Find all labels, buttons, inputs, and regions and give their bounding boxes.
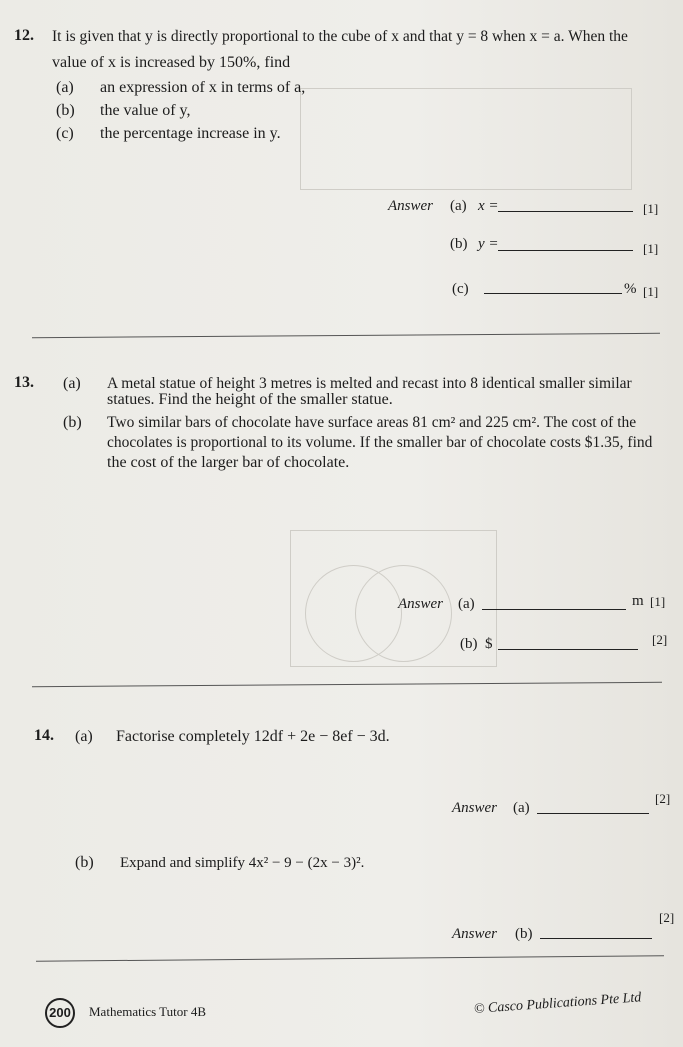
q14-part-a-text: Factorise completely 12df + 2e − 8ef − 3d. (116, 728, 390, 745)
q13-part-a-label: (a) (63, 375, 81, 392)
q13-number: 13. (14, 374, 34, 391)
q14-answer-a-marks: [2] (655, 791, 671, 806)
q14-answer-b-field[interactable] (540, 938, 652, 939)
q14-answer-b-label: (b) (515, 926, 533, 942)
q12-part-c-text: the percentage increase in y. (100, 125, 281, 142)
q13-part-b-line2: chocolates is proportional to its volume. If the smaller bar of chocolate costs $1.35, find (107, 434, 653, 451)
q13-part-b-line3: the cost of the larger bar of chocolate. (107, 454, 350, 471)
q12-answer-c-field[interactable] (484, 293, 622, 294)
showthrough-table (300, 88, 632, 190)
q14-part-a-label: (a) (75, 728, 93, 745)
q14-answer-a-field[interactable] (537, 813, 649, 814)
q14-answer-b-lead: Answer (452, 926, 497, 942)
q14-number: 14. (34, 727, 54, 744)
q13-part-b-label: (b) (63, 414, 82, 431)
q13-answer-lead: Answer (398, 596, 443, 612)
q14-part-b-label: (b) (75, 854, 94, 871)
q13-answer-b-marks: [2] (652, 632, 668, 647)
showthrough-circle-right (355, 565, 452, 662)
q12-part-c-label: (c) (56, 125, 74, 142)
q12-answer-a-marks: [1] (643, 201, 659, 216)
page-number-badge: 200 (45, 998, 75, 1028)
q13-answer-a-marks: [1] (650, 594, 666, 609)
q13-answer-a-label: (a) (458, 596, 475, 612)
q12-part-b-text: the value of y, (100, 102, 191, 119)
q13-answer-b-label: (b) (460, 636, 478, 652)
q13-answer-b-prefix: $ (485, 636, 493, 652)
q12-answer-a-label: (a) (450, 198, 467, 214)
q13-answer-a-field[interactable] (482, 609, 626, 610)
divider-q13 (32, 682, 662, 687)
book-title: Mathematics Tutor 4B (89, 1004, 207, 1019)
q12-number: 12. (14, 27, 34, 44)
q12-answer-lead: Answer (388, 198, 433, 214)
q12-answer-c-label: (c) (452, 281, 469, 297)
q12-part-b-label: (b) (56, 102, 75, 119)
q14-part-b-text: Expand and simplify 4x² − 9 − (2x − 3)². (120, 855, 365, 871)
q12-answer-a-field[interactable] (498, 211, 633, 212)
q12-answer-b-field[interactable] (498, 250, 633, 251)
q13-answer-a-unit: m (632, 593, 644, 609)
q12-part-a-label: (a) (56, 79, 74, 96)
q12-answer-a-var: x = (478, 198, 499, 214)
q12-stem-line1: It is given that y is directly proportional to the cube of x and that y = 8 when x = a. When the (52, 28, 628, 45)
q12-stem-line2: value of x is increased by 150%, find (52, 54, 291, 71)
publisher-credit: © Casco Publications Pte Ltd (473, 990, 642, 1017)
q12-answer-c-unit: % (624, 281, 637, 297)
q14-answer-b-marks: [2] (659, 910, 675, 925)
q14-answer-a-label: (a) (513, 800, 530, 816)
q12-answer-b-marks: [1] (643, 241, 659, 256)
divider-q14 (36, 955, 664, 961)
q12-answer-b-label: (b) (450, 236, 468, 252)
q12-part-a-text: an expression of x in terms of a, (100, 79, 306, 96)
q12-answer-b-var: y = (478, 236, 499, 252)
q13-part-a-line1: A metal statue of height 3 metres is melted and recast into 8 identical smaller similar (107, 375, 632, 392)
q13-part-a-line2: statues. Find the height of the smaller statue. (107, 391, 393, 408)
q14-answer-a-lead: Answer (452, 800, 497, 816)
q13-answer-b-field[interactable] (498, 649, 638, 650)
q13-part-b-line1: Two similar bars of chocolate have surface areas 81 cm² and 225 cm². The cost of the (107, 414, 637, 431)
divider-q12 (32, 333, 660, 338)
q12-answer-c-marks: [1] (643, 284, 659, 299)
